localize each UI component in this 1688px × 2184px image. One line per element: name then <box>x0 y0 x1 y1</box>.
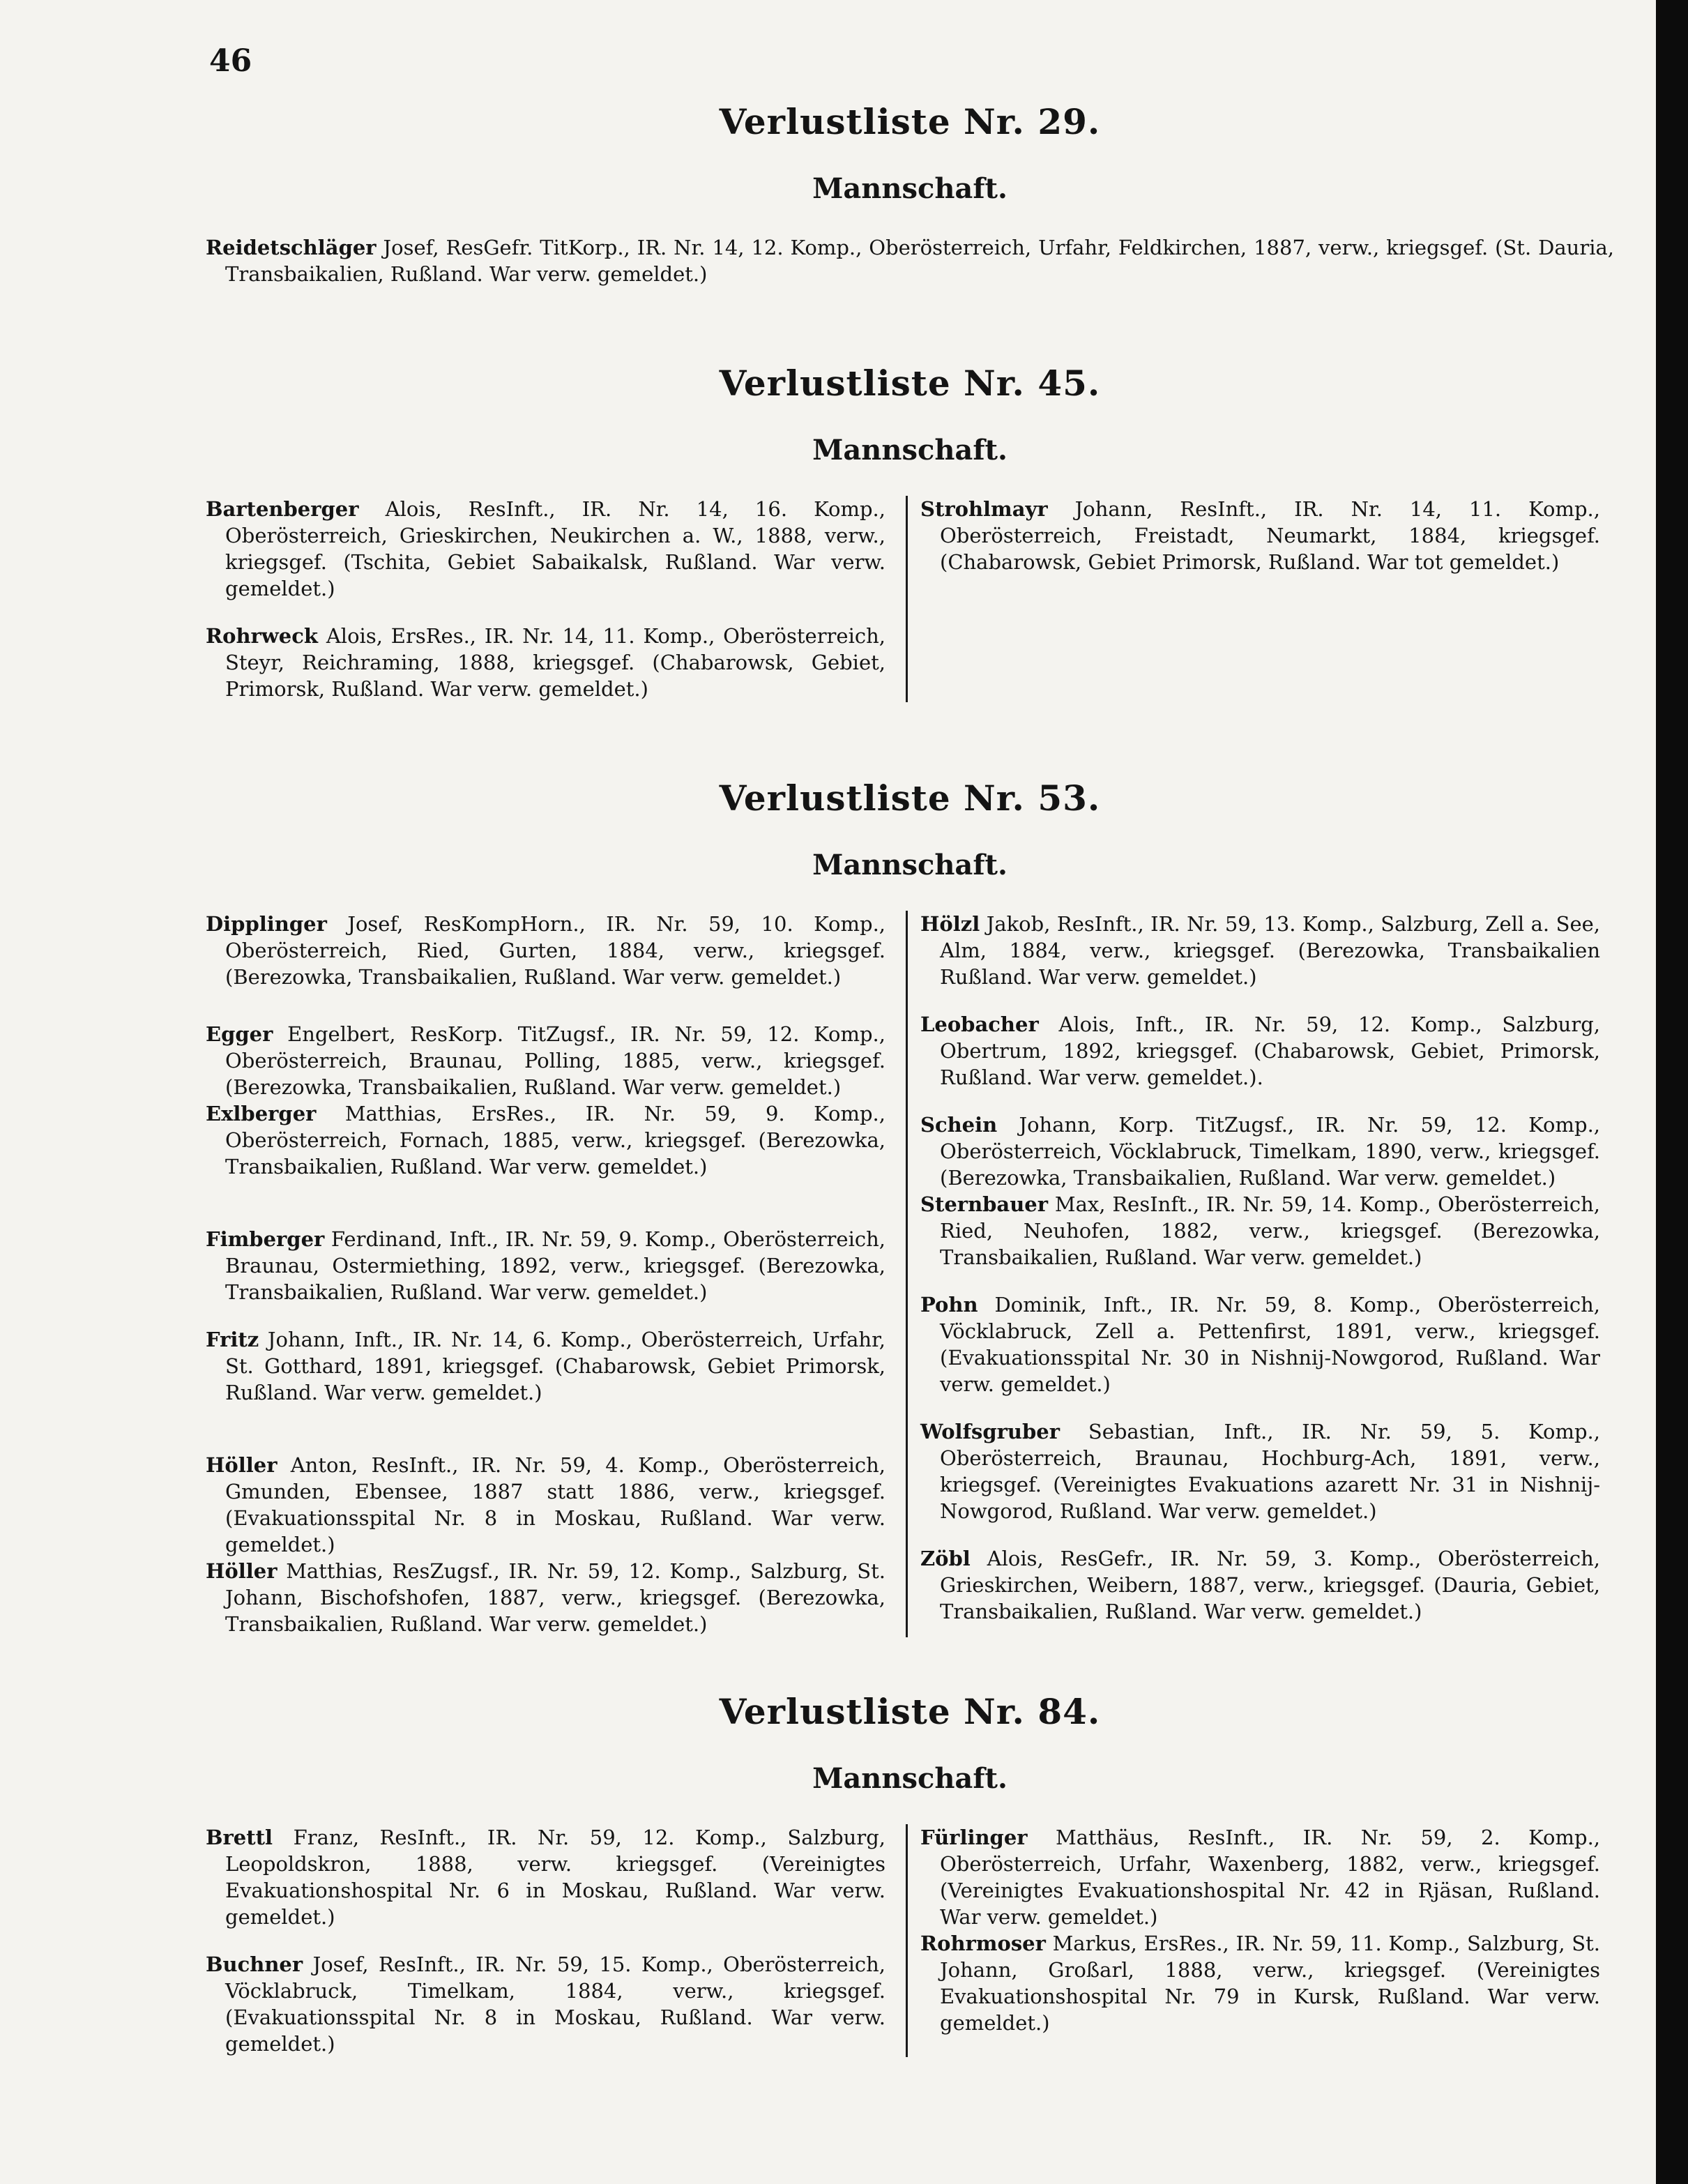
list-item <box>206 623 885 702</box>
entry-text: Sebastian, Inft., IR. Nr. 59, 5. Komp., Oberösterreich, Braunau, Hochburg-Ach, 1891, verw., kriegsgef. (Vereinigtes Evakuations azarett Nr. 31 in Nishnij-Nowgorod, Rußland. War verw. gemeldet.) <box>940 1420 1600 1523</box>
entry-surname: Bartenberger <box>206 497 359 521</box>
entry-text: Johann, ResInft., IR. Nr. 14, 11. Komp., Oberösterreich, Freistadt, Neumarkt, 1884, kriegsgef. (Chabarowsk, Gebiet Primorsk, Rußland. War tot gemeldet.) <box>940 497 1600 574</box>
entry-text: Alois, Inft., IR. Nr. 59, 12. Komp., Salzburg, Obertrum, 1892, kriegsgef. (Chabarowsk, Gebiet, Primorsk, Rußland. War verw. gemeldet.). <box>940 1013 1600 1089</box>
section-verlustliste-84 <box>206 1688 1614 2057</box>
section-subtitle: Mannschaft. <box>812 172 1008 205</box>
entry-surname: Hölzl <box>920 912 980 936</box>
entry-text: Ferdinand, Inft., IR. Nr. 59, 9. Komp., Oberösterreich, Braunau, Ostermiething, 1892, verw., kriegsgef. (Berezowka, Transbaikalien, Rußland. War verw. gemeldet.) <box>225 1227 885 1304</box>
list-item <box>206 1226 885 1305</box>
two-column-list <box>206 496 1614 702</box>
list-item <box>920 1545 1600 1625</box>
list-item <box>206 911 885 990</box>
entry-surname: Höller <box>206 1453 277 1477</box>
entry-surname: Brettl <box>206 1826 273 1849</box>
entry-text: Markus, ErsRes., IR. Nr. 59, 11. Komp., Salzburg, St. Johann, Großarl, 1888, verw., kriegsgef. (Vereinigtes Evakuationshospital Nr. 79 in Kursk, Rußland. War verw. gemeldet.) <box>940 1932 1600 2035</box>
left-column <box>206 496 903 702</box>
list-item <box>206 1558 885 1637</box>
entry-text: Matthias, ResZugsf., IR. Nr. 59, 12. Komp., Salzburg, St. Johann, Bischofshofen, 1887, verw., kriegsgef. (Berezowka, Transbaikalien, Rußland. War verw. gemeldet.) <box>225 1559 885 1636</box>
list-item <box>920 1112 1600 1191</box>
entry-text: Josef, ResKompHorn., IR. Nr. 59, 10. Komp., Oberösterreich, Ried, Gurten, 1884, verw., kriegsgef. (Berezowka, Transbaikalien, Rußland. War verw. gemeldet.) <box>225 912 885 989</box>
entry-surname: Exlberger <box>206 1102 317 1125</box>
entry-text: Alois, ResGefr., IR. Nr. 59, 3. Komp., Oberösterreich, Grieskirchen, Weibern, 1887, verw., kriegsgef. (Dauria, Gebiet, Transbaikalien, Rußland. War verw. gemeldet.) <box>940 1547 1600 1623</box>
entry-surname: Reidetschläger <box>206 236 377 259</box>
list-item <box>920 1011 1600 1091</box>
list-item <box>920 1418 1600 1524</box>
entry-text: Josef, ResInft., IR. Nr. 59, 15. Komp., Oberösterreich, Vöcklabruck, Timelkam, 1884, verw., kriegsgef. (Evakuationsspital Nr. 8 in Moskau, Rußland. War verw. gemeldet.) <box>225 1952 885 2056</box>
right-column <box>903 1824 1600 2057</box>
entry-surname: Schein <box>920 1113 998 1137</box>
list-item <box>920 1824 1600 1930</box>
entry-surname: Wolfsgruber <box>920 1420 1060 1443</box>
section-title: Verlustliste Nr. 53. <box>719 778 1101 819</box>
section-verlustliste-45 <box>206 359 1614 702</box>
entry-text: Johann, Korp. TitZugsf., IR. Nr. 59, 12. Komp., Oberösterreich, Vöcklabruck, Timelkam, 1890, verw., kriegsgef. (Berezowka, Transbaikalien, Rußland. War verw. gemeldet.) <box>940 1113 1600 1190</box>
list-item <box>206 234 1614 287</box>
entry-text: Johann, Inft., IR. Nr. 14, 6. Komp., Oberösterreich, Urfahr, St. Gotthard, 1891, kriegsgef. (Chabarowsk, Gebiet Primorsk, Rußland. War verw. gemeldet.) <box>225 1328 885 1404</box>
entry-surname: Strohlmayr <box>920 497 1048 521</box>
list-item <box>206 1100 885 1180</box>
page-number: 46 <box>209 43 252 79</box>
entry-surname: Fimberger <box>206 1227 325 1251</box>
right-column <box>903 911 1600 1637</box>
entry-surname: Egger <box>206 1022 273 1046</box>
list-item <box>920 496 1600 575</box>
list-item <box>920 1191 1600 1271</box>
section-verlustliste-53 <box>206 774 1614 1637</box>
entry-text: Matthäus, ResInft., IR. Nr. 59, 2. Komp., Oberösterreich, Urfahr, Waxenberg, 1882, verw., kriegsgef. (Vereinigtes Evakuationshospital Nr. 42 in Rjäsan, Rußland. War verw. gemeldet.) <box>940 1826 1600 1929</box>
two-column-list <box>206 1824 1614 2057</box>
list-item <box>920 1291 1600 1397</box>
entry-surname: Dipplinger <box>206 912 327 936</box>
entry-surname: Höller <box>206 1559 277 1583</box>
section-verlustliste-29 <box>206 98 1614 287</box>
list-item <box>206 1326 885 1406</box>
list-item <box>206 1452 885 1558</box>
column-divider <box>906 496 908 702</box>
section-subtitle: Mannschaft. <box>812 849 1008 881</box>
entry-surname: Pohn <box>920 1293 978 1317</box>
entry-surname: Sternbauer <box>920 1192 1049 1216</box>
entry-text: Alois, ResInft., IR. Nr. 14, 16. Komp., Oberösterreich, Grieskirchen, Neukirchen a. W., 1888, verw., kriegsgef. (Tschita, Gebiet Sabaikalsk, Rußland. War verw. gemeldet.) <box>225 497 885 600</box>
entry-text: Dominik, Inft., IR. Nr. 59, 8. Komp., Oberösterreich, Vöcklabruck, Zell a. Pettenfirst, 1891, verw., kriegsgef. (Evakuationsspital Nr. 30 in Nishnij-Nowgorod, Rußland. War verw. gemeldet.) <box>940 1293 1600 1396</box>
left-column <box>206 911 903 1637</box>
entry-surname: Zöbl <box>920 1547 971 1570</box>
entry-text: Jakob, ResInft., IR. Nr. 59, 13. Komp., Salzburg, Zell a. See, Alm, 1884, verw., kriegsgef. (Berezowka, Transbaikalien Rußland. War verw. gemeldet.) <box>940 912 1600 989</box>
section-title: Verlustliste Nr. 29. <box>719 101 1101 142</box>
entry-surname: Buchner <box>206 1952 303 1976</box>
list-item <box>206 1021 885 1100</box>
section-subtitle: Mannschaft. <box>812 434 1008 467</box>
entry-text: Josef, ResGefr. TitKorp., IR. Nr. 14, 12. Komp., Oberösterreich, Urfahr, Feldkirchen, 1887, verw., kriegsgef. (St. Dauria, Transbaikalien, Rußland. War verw. gemeldet.) <box>225 236 1614 286</box>
column-divider <box>906 911 908 1637</box>
entry-text: Alois, ErsRes., IR. Nr. 14, 11. Komp., Oberösterreich, Steyr, Reichraming, 1888, kriegsgef. (Chabarowsk, Gebiet, Primorsk, Rußland. War verw. gemeldet.) <box>225 624 885 701</box>
entry-surname: Rohrmoser <box>920 1932 1046 1955</box>
entry-text: Anton, ResInft., IR. Nr. 59, 4. Komp., Oberösterreich, Gmunden, Ebensee, 1887 statt 1886, verw., kriegsgef. (Evakuationsspital Nr. 8 in Moskau, Rußland. War verw. gemeldet.) <box>225 1453 885 1556</box>
two-column-list <box>206 911 1614 1637</box>
entry-surname: Leobacher <box>920 1013 1039 1036</box>
list-item <box>920 1930 1600 2036</box>
section-title: Verlustliste Nr. 84. <box>719 1691 1101 1732</box>
list-item <box>920 911 1600 990</box>
entry-surname: Fürlinger <box>920 1826 1028 1849</box>
section-title: Verlustliste Nr. 45. <box>719 363 1101 404</box>
list-item <box>206 1951 885 2057</box>
scan-border <box>1656 0 1688 2184</box>
section-subtitle: Mannschaft. <box>812 1762 1008 1795</box>
entry-surname: Fritz <box>206 1328 259 1351</box>
entry-text: Engelbert, ResKorp. TitZugsf., IR. Nr. 59, 12. Komp., Oberösterreich, Braunau, Polling, 1885, verw., kriegsgef. (Berezowka, Transbaikalien, Rußland. War verw. gemeldet.) <box>225 1022 885 1099</box>
entry-text: Matthias, ErsRes., IR. Nr. 59, 9. Komp., Oberösterreich, Fornach, 1885, verw., kriegsgef. (Berezowka, Transbaikalien, Rußland. War verw. gemeldet.) <box>225 1102 885 1178</box>
left-column <box>206 1824 903 2057</box>
entry-list <box>206 234 1614 287</box>
right-column <box>903 496 1600 702</box>
column-divider <box>906 1824 908 2057</box>
entry-surname: Rohrweck <box>206 624 318 648</box>
list-item <box>206 496 885 602</box>
entry-text: Franz, ResInft., IR. Nr. 59, 12. Komp., Salzburg, Leopoldskron, 1888, verw. kriegsgef. (Vereinigtes Evakuationshospital Nr. 6 in Moskau, Rußland. War verw. gemeldet.) <box>225 1826 885 1929</box>
entry-text: Max, ResInft., IR. Nr. 59, 14. Komp., Oberösterreich, Ried, Neuhofen, 1882, verw., kriegsgef. (Berezowka, Transbaikalien, Rußland. War verw. gemeldet.) <box>940 1192 1600 1269</box>
list-item <box>206 1824 885 1930</box>
